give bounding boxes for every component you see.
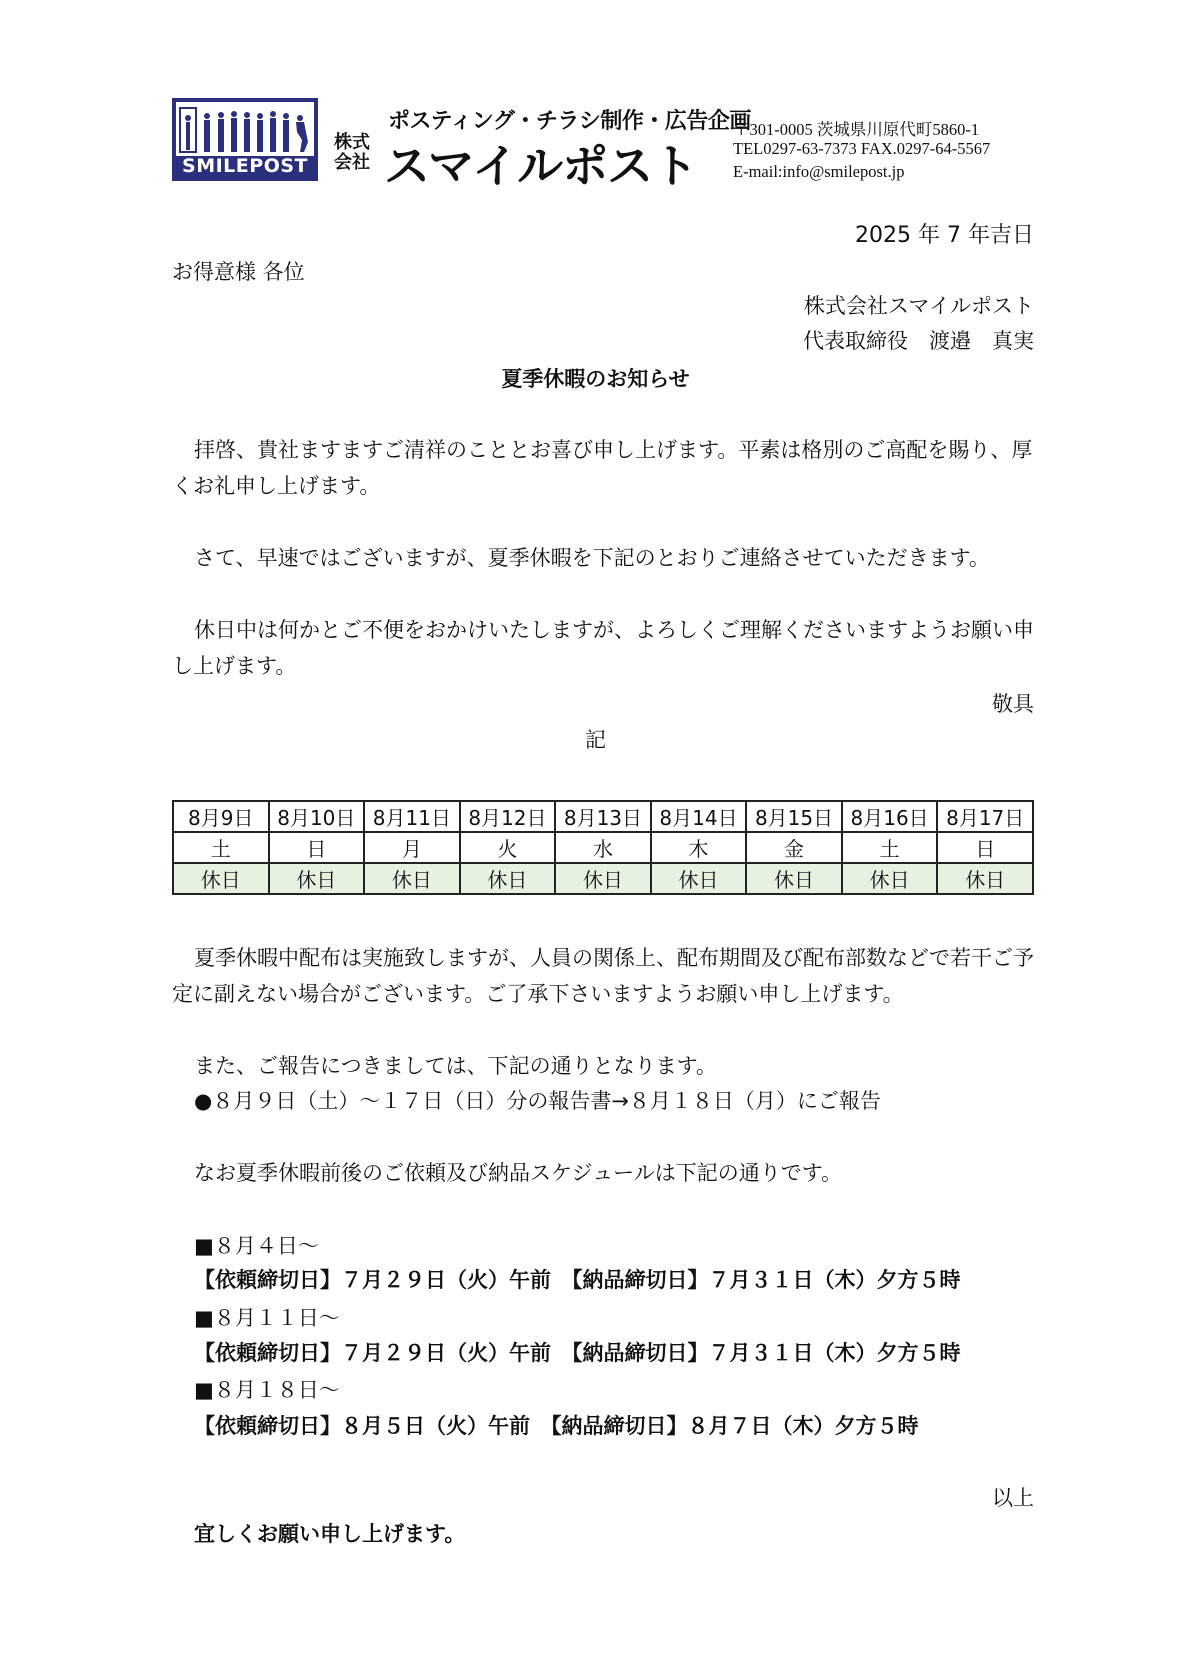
company-address: 〒301-0005 茨城県川原代町5860-1: [733, 120, 980, 139]
calendar-weekday-cell: 火: [460, 832, 556, 863]
calendar-date-cell: 8月9日: [173, 801, 269, 832]
people-silhouette-icon: [176, 102, 314, 156]
calendar-weekday-cell: 土: [173, 832, 269, 863]
delivery-paragraph: 夏季休暇中配布は実施致しますが、人員の関係上、配布期間及び配布部数などで若干ご予定に副えない場合がございます。ご了承下さいますようお願い申し上げます。: [172, 946, 1034, 1006]
schedule-week-heading: ■８月１８日～: [194, 1378, 340, 1402]
ki-heading: 記: [585, 728, 606, 752]
report-intro: また、ご報告につきましては、下記の通りとなります。: [194, 1054, 717, 1078]
calendar-status-cell: 休日: [746, 863, 842, 894]
closing-keigu: 敬具: [992, 692, 1034, 716]
calendar-status-cell: 休日: [555, 863, 651, 894]
company-logo: [172, 98, 318, 181]
letter-date: 2025 年 7 年吉日: [855, 223, 1034, 248]
company-tagline: ポスティング・チラシ制作・広告企画: [388, 109, 751, 134]
company-tel-fax: TEL0297-63-7373 FAX.0297-64-5567: [733, 139, 991, 158]
schedule-deadline-line: 【依頼締切日】７月２９日（火）午前 【納品締切日】７月３１日（木）夕方５時: [194, 1268, 961, 1292]
calendar-date-cell: 8月10日: [269, 801, 365, 832]
calendar-status-cell: 休日: [364, 863, 460, 894]
recipient: お得意様 各位: [172, 260, 305, 284]
page-title: 夏季休暇のお知らせ: [501, 367, 690, 391]
calendar-date-cell: 8月16日: [842, 801, 938, 832]
company-name-large: スマイルポスト: [384, 139, 698, 193]
schedule-deadline-line: 【依頼締切日】８月５日（火）午前 【納品締切日】８月７日（木）夕方５時: [194, 1414, 919, 1438]
notice-paragraph: さて、早速ではございますが、夏季休暇を下記のとおりご連絡させていただきます。: [194, 546, 990, 570]
calendar-date-cell: 8月11日: [364, 801, 460, 832]
calendar-date-row: [173, 801, 1033, 832]
calendar-status-cell: 休日: [173, 863, 269, 894]
corp-prefix: 株式会社: [334, 132, 370, 173]
calendar-status-cell: 休日: [269, 863, 365, 894]
calendar-weekday-cell: 金: [746, 832, 842, 863]
calendar-weekday-cell: 日: [269, 832, 365, 863]
calendar-status-cell: 休日: [842, 863, 938, 894]
calendar-date-cell: 8月12日: [460, 801, 556, 832]
schedule-week-heading: ■８月１１日～: [194, 1306, 340, 1330]
calendar-weekday-cell: 日: [937, 832, 1033, 863]
holiday-calendar-table: [172, 800, 1034, 895]
calendar-date-cell: 8月13日: [555, 801, 651, 832]
sender-company: 株式会社スマイルポスト: [803, 294, 1034, 318]
calendar-status-cell: 休日: [651, 863, 747, 894]
schedule-deadline-line: 【依頼締切日】７月２９日（火）午前 【納品締切日】７月３１日（木）夕方５時: [194, 1341, 961, 1365]
schedule-week-heading: ■８月４日～: [194, 1234, 319, 1258]
calendar-weekday-cell: 土: [842, 832, 938, 863]
calendar-date-cell: 8月17日: [937, 801, 1033, 832]
sender-representative: 代表取締役 渡邉 真実: [803, 329, 1034, 353]
calendar-weekday-cell: 月: [364, 832, 460, 863]
apology-paragraph: 休日中は何かとご不便をおかけいたしますが、よろしくご理解くださいますようお願い申し上げます。: [172, 618, 1034, 678]
logo-wordmark: SMILEPOST: [182, 155, 308, 177]
calendar-date-cell: 8月15日: [746, 801, 842, 832]
calendar-date-cell: 8月14日: [651, 801, 747, 832]
calendar-weekday-row: [173, 832, 1033, 863]
calendar-weekday-cell: 水: [555, 832, 651, 863]
report-item: ●８月９日（土）～１７日（日）分の報告書→８月１８日（月）にご報告: [194, 1089, 881, 1113]
calendar-weekday-cell: 木: [651, 832, 747, 863]
final-line: 宜しくお願い申し上げます。: [194, 1522, 466, 1546]
schedule-intro: なお夏季休暇前後のご依頼及び納品スケジュールは下記の通りです。: [194, 1161, 843, 1185]
calendar-status-cell: 休日: [460, 863, 556, 894]
calendar-status-row: [173, 863, 1033, 894]
ending-ijou: 以上: [992, 1486, 1034, 1510]
calendar-status-cell: 休日: [937, 863, 1033, 894]
company-email: E-mail:info@smilepost.jp: [733, 162, 905, 181]
greeting-paragraph: 拝啓、貴社ますますご清祥のこととお喜び申し上げます。平素は格別のご高配を賜り、厚くお礼申し上げます。: [172, 438, 1033, 498]
